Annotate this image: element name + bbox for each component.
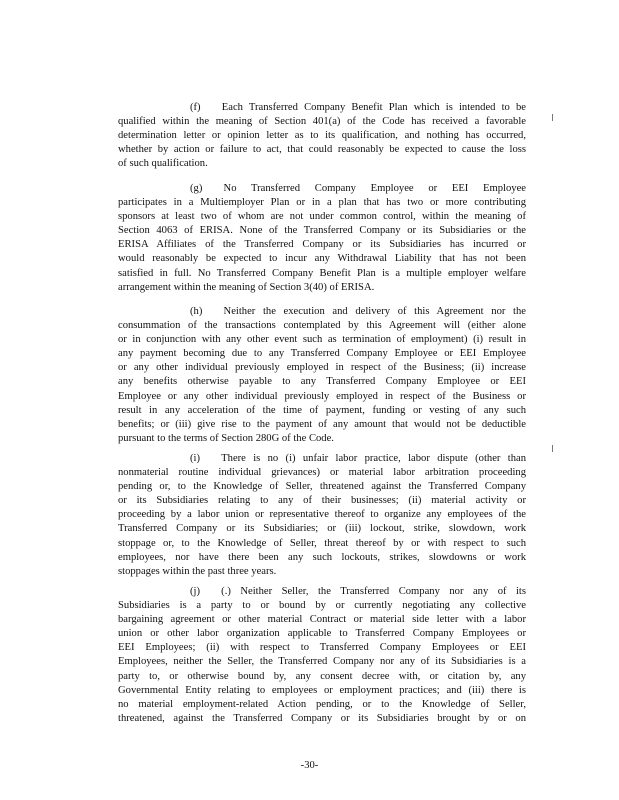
text-line: whether by action or failure to act, that could reasonably be expected to cause the loss (118, 144, 526, 156)
text-line: union or other labor organization applicable to Transferred Company Employees or (118, 628, 526, 640)
text-line: stoppages within the past three years. (118, 565, 277, 577)
text-line: party to, or otherwise bound by, any consent decree with, or citation by, any (118, 670, 526, 682)
text-line: result in any acceleration of the time of payment, funding or vesting of any such (118, 404, 526, 416)
margin-tick-mark (552, 445, 553, 452)
text-line: (h) Neither the execution and delivery of this Agreement nor the (190, 306, 526, 317)
paragraph-j (118, 585, 526, 726)
text-line: nonmaterial routine individual grievances) or material labor arbitration proceeding (118, 467, 526, 479)
text-line: (g) No Transferred Company Employee or EEI Employee (190, 183, 526, 194)
text-line: any benefits otherwise payable to any Transferred Company Employee or EEI (118, 376, 526, 388)
text-line: EEI Employees; (ii) with respect to Transferred Company Employees or EEI (118, 642, 526, 654)
text-line: determination letter or opinion letter as to its qualification, and nothing has occurred, (118, 130, 526, 142)
margin-tick-mark (552, 114, 553, 121)
text-line: sponsors at least two of whom are not under common control, within the meaning of (118, 211, 526, 223)
text-line: stoppage or, to the Knowledge of Seller, threat thereof by or with respect to such (118, 537, 526, 549)
text-line: threatened, against the Transferred Company or its Subsidiaries brought by or on (118, 712, 526, 724)
text-line: employees, nor have there been any such lockouts, strikes, slowdowns or work (118, 551, 526, 563)
paragraph-g (118, 182, 526, 295)
text-line: qualified within the meaning of Section 401(a) of the Code has received a favorable (118, 116, 526, 128)
text-line: pursuant to the terms of Section 280G of the Code. (118, 432, 334, 444)
text-line: bargaining agreement or other material Contract or material side letter with a labor (118, 614, 526, 626)
text-line: proceeding by a labor union or representative thereof to organize any employees of the (118, 509, 526, 521)
text-line: Subsidiaries is a party to or bound by or currently negotiating any collective (118, 600, 526, 612)
text-line: ERISA Affiliates of the Transferred Company or its Subsidiaries has incurred or (118, 239, 526, 251)
text-line: or any other individual previously employed in respect of the Business; (ii) increase (118, 362, 526, 374)
text-line: Governmental Entity relating to employees or employment practices; and (iii) there is (118, 684, 526, 696)
text-line: or in conjunction with any other event such as termination of employment) (i) result in (118, 334, 526, 346)
paragraph-i (118, 452, 526, 579)
text-line: pending or, to the Knowledge of Seller, threatened against the Transferred Company (118, 481, 526, 493)
text-line: Employee or any other individual previously employed in respect of the Business or (118, 390, 526, 402)
text-line: (i) There is no (i) unfair labor practice, labor dispute (other than (190, 453, 526, 464)
text-line: Transferred Company or its Subsidiaries; or (iii) lockout, strike, slowdown, work (118, 523, 526, 535)
text-line: of such qualification. (118, 158, 208, 170)
text-line: consummation of the transactions contemplated by this Agreement will (either alone (118, 320, 526, 332)
paragraph-f (118, 101, 526, 171)
text-line: satisfied in full. No Transferred Company Benefit Plan is a multiple employer welfare (118, 267, 526, 279)
text-line: (f) Each Transferred Company Benefit Plan which is intended to be (190, 102, 526, 113)
page-number: -30- (300, 760, 319, 771)
text-line: any payment becoming due to any Transferred Company Employee or EEI Employee (118, 348, 526, 360)
paragraph-h (118, 305, 526, 446)
text-line: arrangement within the meaning of Section 3(40) of ERISA. (118, 281, 375, 293)
text-line: would reasonably be expected to incur any Withdrawal Liability that has not been (118, 253, 526, 265)
text-line: Employees, neither the Seller, the Transferred Company nor any of its Subsidiaries is a (118, 656, 526, 668)
text-line: (j) (.) Neither Seller, the Transferred Company nor any of its (190, 586, 526, 597)
text-line: Section 4063 of ERISA. None of the Transferred Company or its Subsidiaries or the (118, 225, 526, 237)
text-line: or its Subsidiaries relating to any of their businesses; (ii) material activity or (118, 495, 526, 507)
text-line: participates in a Multiemployer Plan or in a plan that has two or more contributing (118, 197, 526, 209)
text-line: no material employment-related Action pending, or to the Knowledge of Seller, (118, 698, 526, 710)
text-line: benefits; or (iii) give rise to the payment of any amount that would not be deductible (118, 418, 526, 430)
